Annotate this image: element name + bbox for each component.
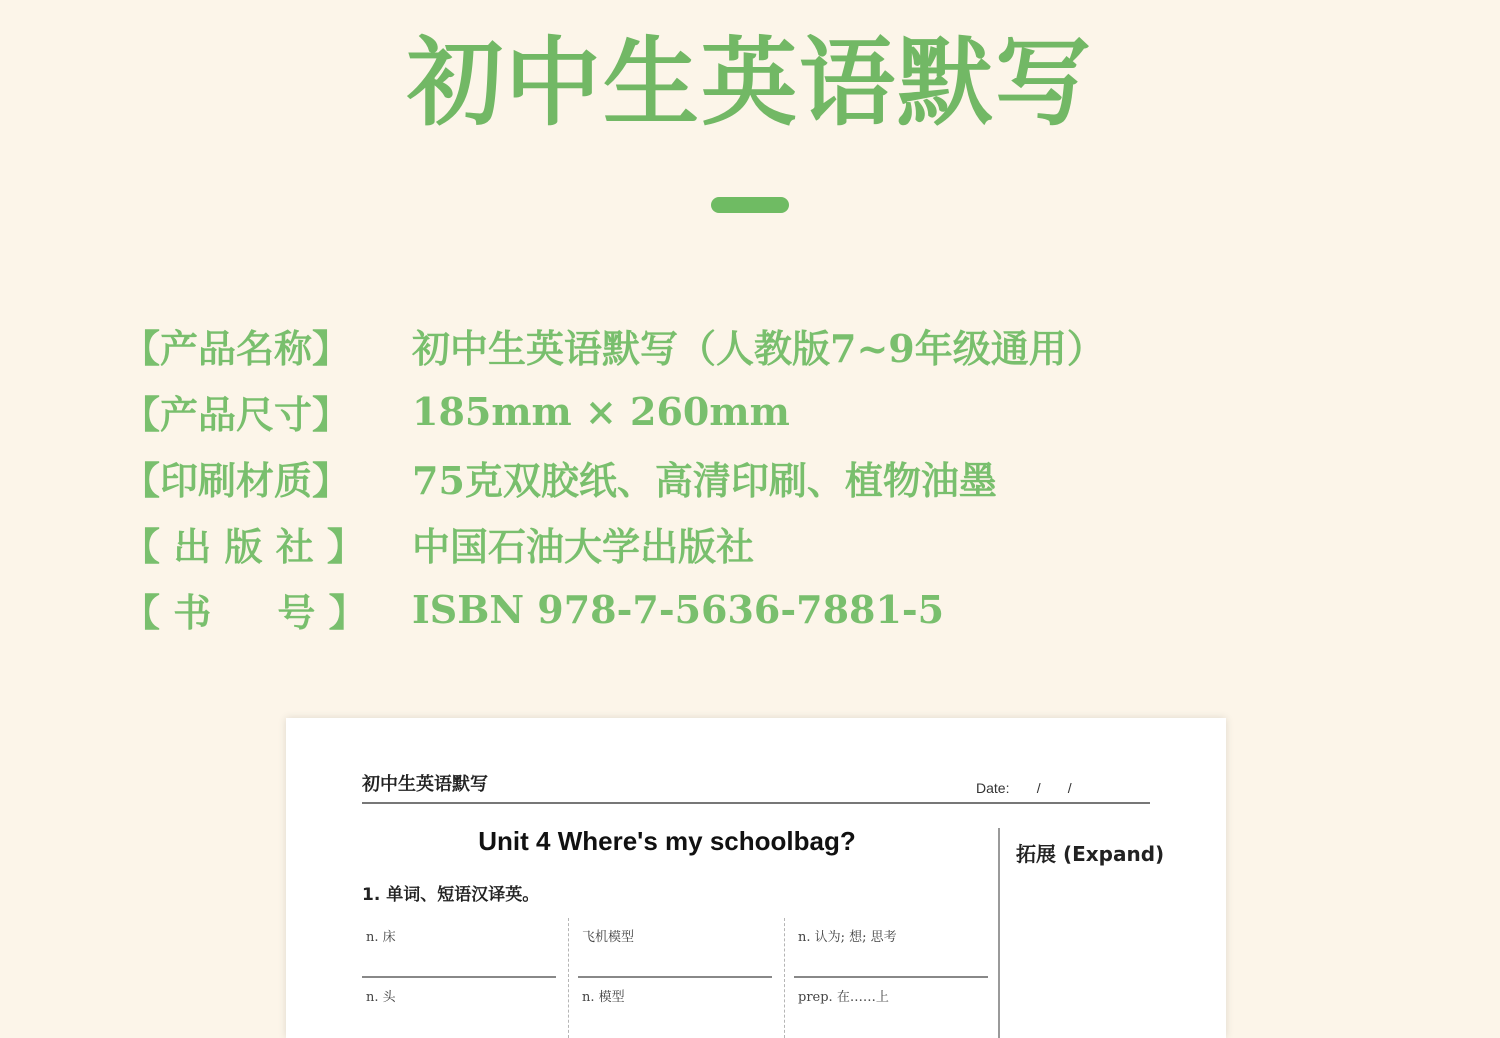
info-label: 【产品名称】 xyxy=(122,325,351,371)
vocab-prompt: n. 床 xyxy=(366,930,396,945)
column-separator xyxy=(568,918,569,1038)
vocab-cell xyxy=(362,978,556,1038)
vocab-prompt: prep. 在……上 xyxy=(798,990,889,1005)
info-label: 【 书 号 】 xyxy=(122,589,367,635)
column-divider xyxy=(998,828,1000,1038)
column-separator xyxy=(784,918,785,1038)
info-row-name xyxy=(122,312,1372,378)
vocab-cell xyxy=(794,918,988,978)
vocab-grid xyxy=(362,918,988,1038)
vocab-cell xyxy=(578,918,772,978)
exercise-title: 1. 单词、短语汉译英。 xyxy=(362,885,540,905)
info-value: ISBN 978-7-5636-7881-5 xyxy=(412,586,945,632)
expand-label: 拓展 (Expand) xyxy=(1016,842,1165,866)
info-row-size xyxy=(122,378,1372,444)
sample-book-title: 初中生英语默写 xyxy=(362,774,488,795)
sample-date-label: Date: / / xyxy=(976,780,1072,796)
vocab-cell xyxy=(794,978,988,1038)
info-label: 【 出 版 社 】 xyxy=(122,523,365,569)
unit-title: Unit 4 Where's my schoolbag? xyxy=(478,826,856,856)
info-value: 75克双胶纸、高清印刷、植物油墨 xyxy=(412,457,997,503)
info-row-publisher xyxy=(122,510,1372,576)
vocab-cell xyxy=(578,978,772,1038)
title-divider xyxy=(711,197,789,213)
info-value: 185mm × 260mm xyxy=(412,388,790,434)
info-label: 【印刷材质】 xyxy=(122,457,351,503)
vocab-prompt: n. 认为; 想; 思考 xyxy=(798,930,897,945)
info-row-material xyxy=(122,444,1372,510)
sample-page-card xyxy=(286,718,1226,1038)
vocab-prompt: n. 模型 xyxy=(582,990,625,1005)
product-info xyxy=(122,312,1372,642)
info-row-isbn xyxy=(122,576,1372,642)
page-title: 初中生英语默写 xyxy=(407,27,1093,139)
info-value: 初中生英语默写（人教版7~9年级通用） xyxy=(412,325,1105,371)
info-value: 中国石油大学出版社 xyxy=(412,523,755,569)
vocab-cell xyxy=(362,918,556,978)
info-label: 【产品尺寸】 xyxy=(122,391,351,437)
header-rule xyxy=(362,802,1150,804)
vocab-prompt: 飞机模型 xyxy=(582,930,635,945)
vocab-prompt: n. 头 xyxy=(366,990,396,1005)
